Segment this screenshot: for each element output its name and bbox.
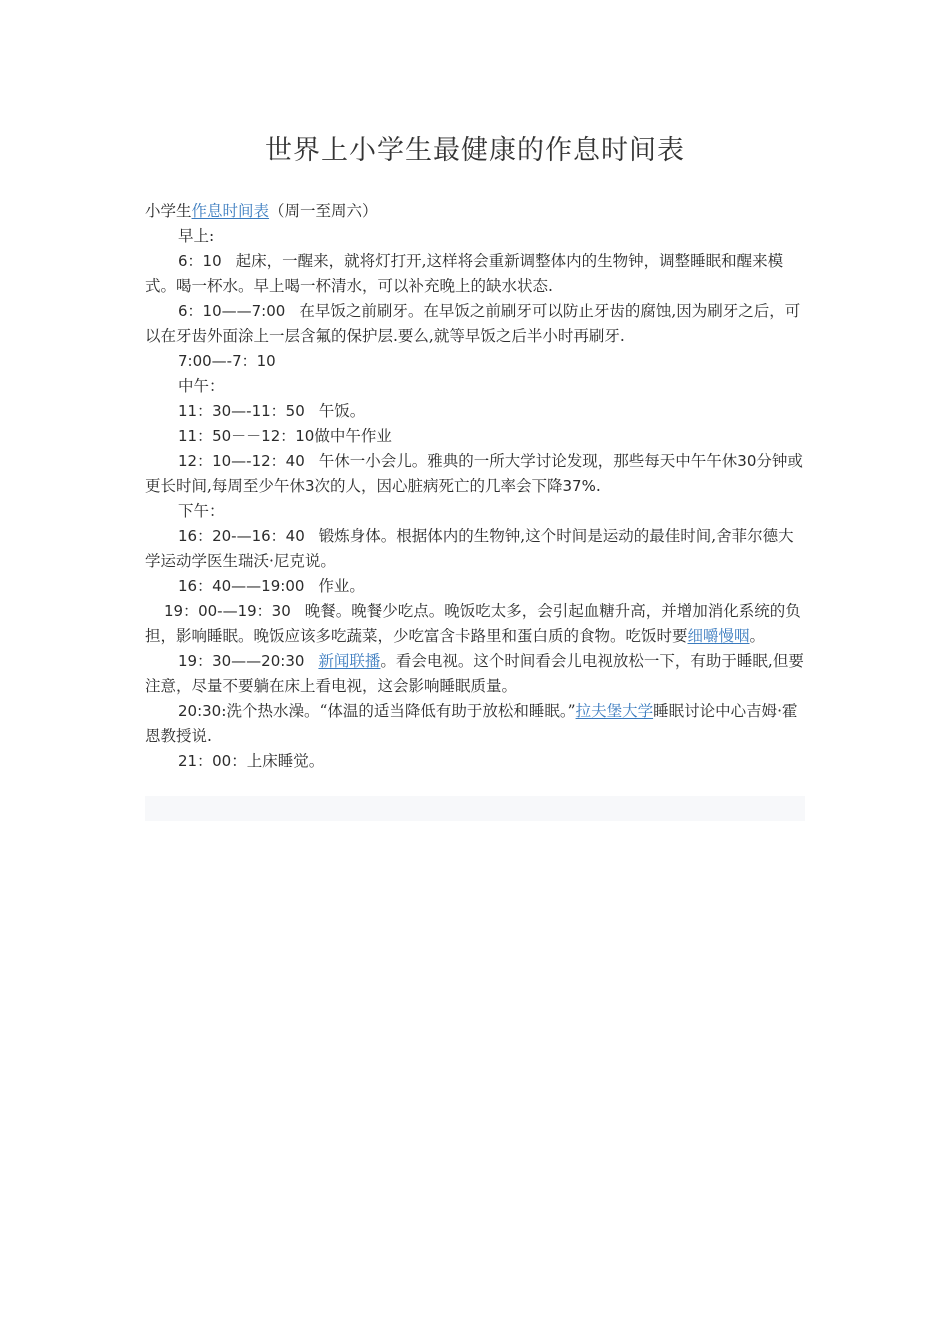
- entry-text: 睡眠讨论中心吉姆·霍恩教授说.: [145, 702, 798, 745]
- entry-time: 16：20-—16：40: [178, 527, 305, 545]
- entry-number: 3: [304, 477, 315, 495]
- morning-heading: 早上:: [178, 227, 215, 245]
- entry-text: 。: [749, 627, 766, 645]
- schedule-link[interactable]: 作息时间表: [191, 202, 270, 220]
- entry-text: 做中午作业: [314, 427, 392, 445]
- footer-bar: [145, 796, 805, 821]
- entry-brush-teeth: [145, 299, 805, 349]
- entry-text: 锻炼身体。根据体内的生物钟,这个时间是运动的最佳时间,舍菲尔德大学运动学医生瑞沃·尼克说。: [145, 527, 794, 570]
- entry-text: 晚餐。晚餐少吃点。晚饭吃太多，会引起血糖升高，并增加消化系统的负担，影响睡眠。晚饭应该多吃蔬菜，少吃富含卡路里和蛋白质的食物。吃饭时要: [145, 602, 801, 645]
- entry-number: 30: [737, 452, 757, 470]
- entry-number: 37%: [562, 477, 596, 495]
- entry-time: 21：00: [178, 752, 232, 770]
- entry-time: 20:30: [178, 702, 222, 720]
- entry-text: 。看会电视。这个时间看会儿电视放松一下，有助于睡眠,但要注意，尽量不要躺在床上看电视，这会影响睡眠质量。: [145, 652, 804, 695]
- entry-text: 在早饭之前刷牙。在早饭之前刷牙可以防止牙齿的腐蚀,因为刷牙之后，可以在牙齿外面涂上一层含氟的保护层.要么,就等早饭之后半小时再刷牙.: [145, 302, 801, 345]
- entry-text: 分钟或更长时间,每周至少午休: [145, 452, 803, 495]
- news-broadcast-link[interactable]: 新闻联播: [318, 652, 381, 670]
- entry-text: 作业。: [318, 577, 365, 595]
- entry-time: 6：10: [178, 252, 222, 270]
- entry-dinner: [145, 599, 805, 649]
- entry-nap: [145, 449, 805, 499]
- entry-lunch: [145, 399, 805, 424]
- entry-time: 6：10——7:00: [178, 302, 286, 320]
- entry-text: 起床，一醒来，就将灯打开,这样将会重新调整体内的生物钟，调整睡眠和醒来模式。喝一杯水。早上喝一杯清水，可以补充晚上的缺水状态.: [145, 252, 784, 295]
- entry-noon-homework: [145, 424, 805, 449]
- intro-suffix: （周一至周六）: [269, 202, 378, 220]
- noon-heading: 中午：: [178, 377, 225, 395]
- loughborough-university-link[interactable]: 拉夫堡大学: [575, 702, 654, 720]
- entry-time: 7:00—-7：10: [178, 352, 276, 370]
- entry-time: 11：30—-11：50: [178, 402, 305, 420]
- intro-line: [145, 199, 805, 224]
- schedule-body: [145, 199, 805, 774]
- entry-time: 19：30——20:30: [178, 652, 305, 670]
- afternoon-heading: 下午：: [178, 502, 225, 520]
- entry-bedtime: [145, 749, 805, 774]
- entry-breakfast: [145, 349, 805, 374]
- entry-text: ：上床睡觉。: [231, 752, 325, 770]
- entry-exercise: [145, 524, 805, 574]
- entry-tv: [145, 649, 805, 699]
- entry-wake-up: [145, 249, 805, 299]
- entry-time: 11：50－－12：10: [178, 427, 315, 445]
- entry-text: 午饭。: [318, 402, 366, 420]
- entry-text: 次的人，因心脏病死亡的几率会下降: [314, 477, 563, 495]
- entry-bath: [145, 699, 805, 749]
- chew-slowly-link[interactable]: 细嚼慢咽: [687, 627, 750, 645]
- document-title: 世界上小学生最健康的作息时间表: [265, 135, 685, 166]
- intro-prefix: 小学生: [145, 202, 192, 220]
- entry-text: .: [595, 477, 601, 495]
- entry-time: 12：10—-12：40: [178, 452, 305, 470]
- entry-time: 16：40——19:00: [178, 577, 305, 595]
- entry-time: 19：00-—19：30: [164, 602, 291, 620]
- entry-text: 午休一小会儿。雅典的一所大学讨论发现，那些每天中午午休: [318, 452, 738, 470]
- entry-homework: [145, 574, 805, 599]
- entry-text: :洗个热水澡。“体温的适当降低有助于放松和睡眠。”: [221, 702, 576, 720]
